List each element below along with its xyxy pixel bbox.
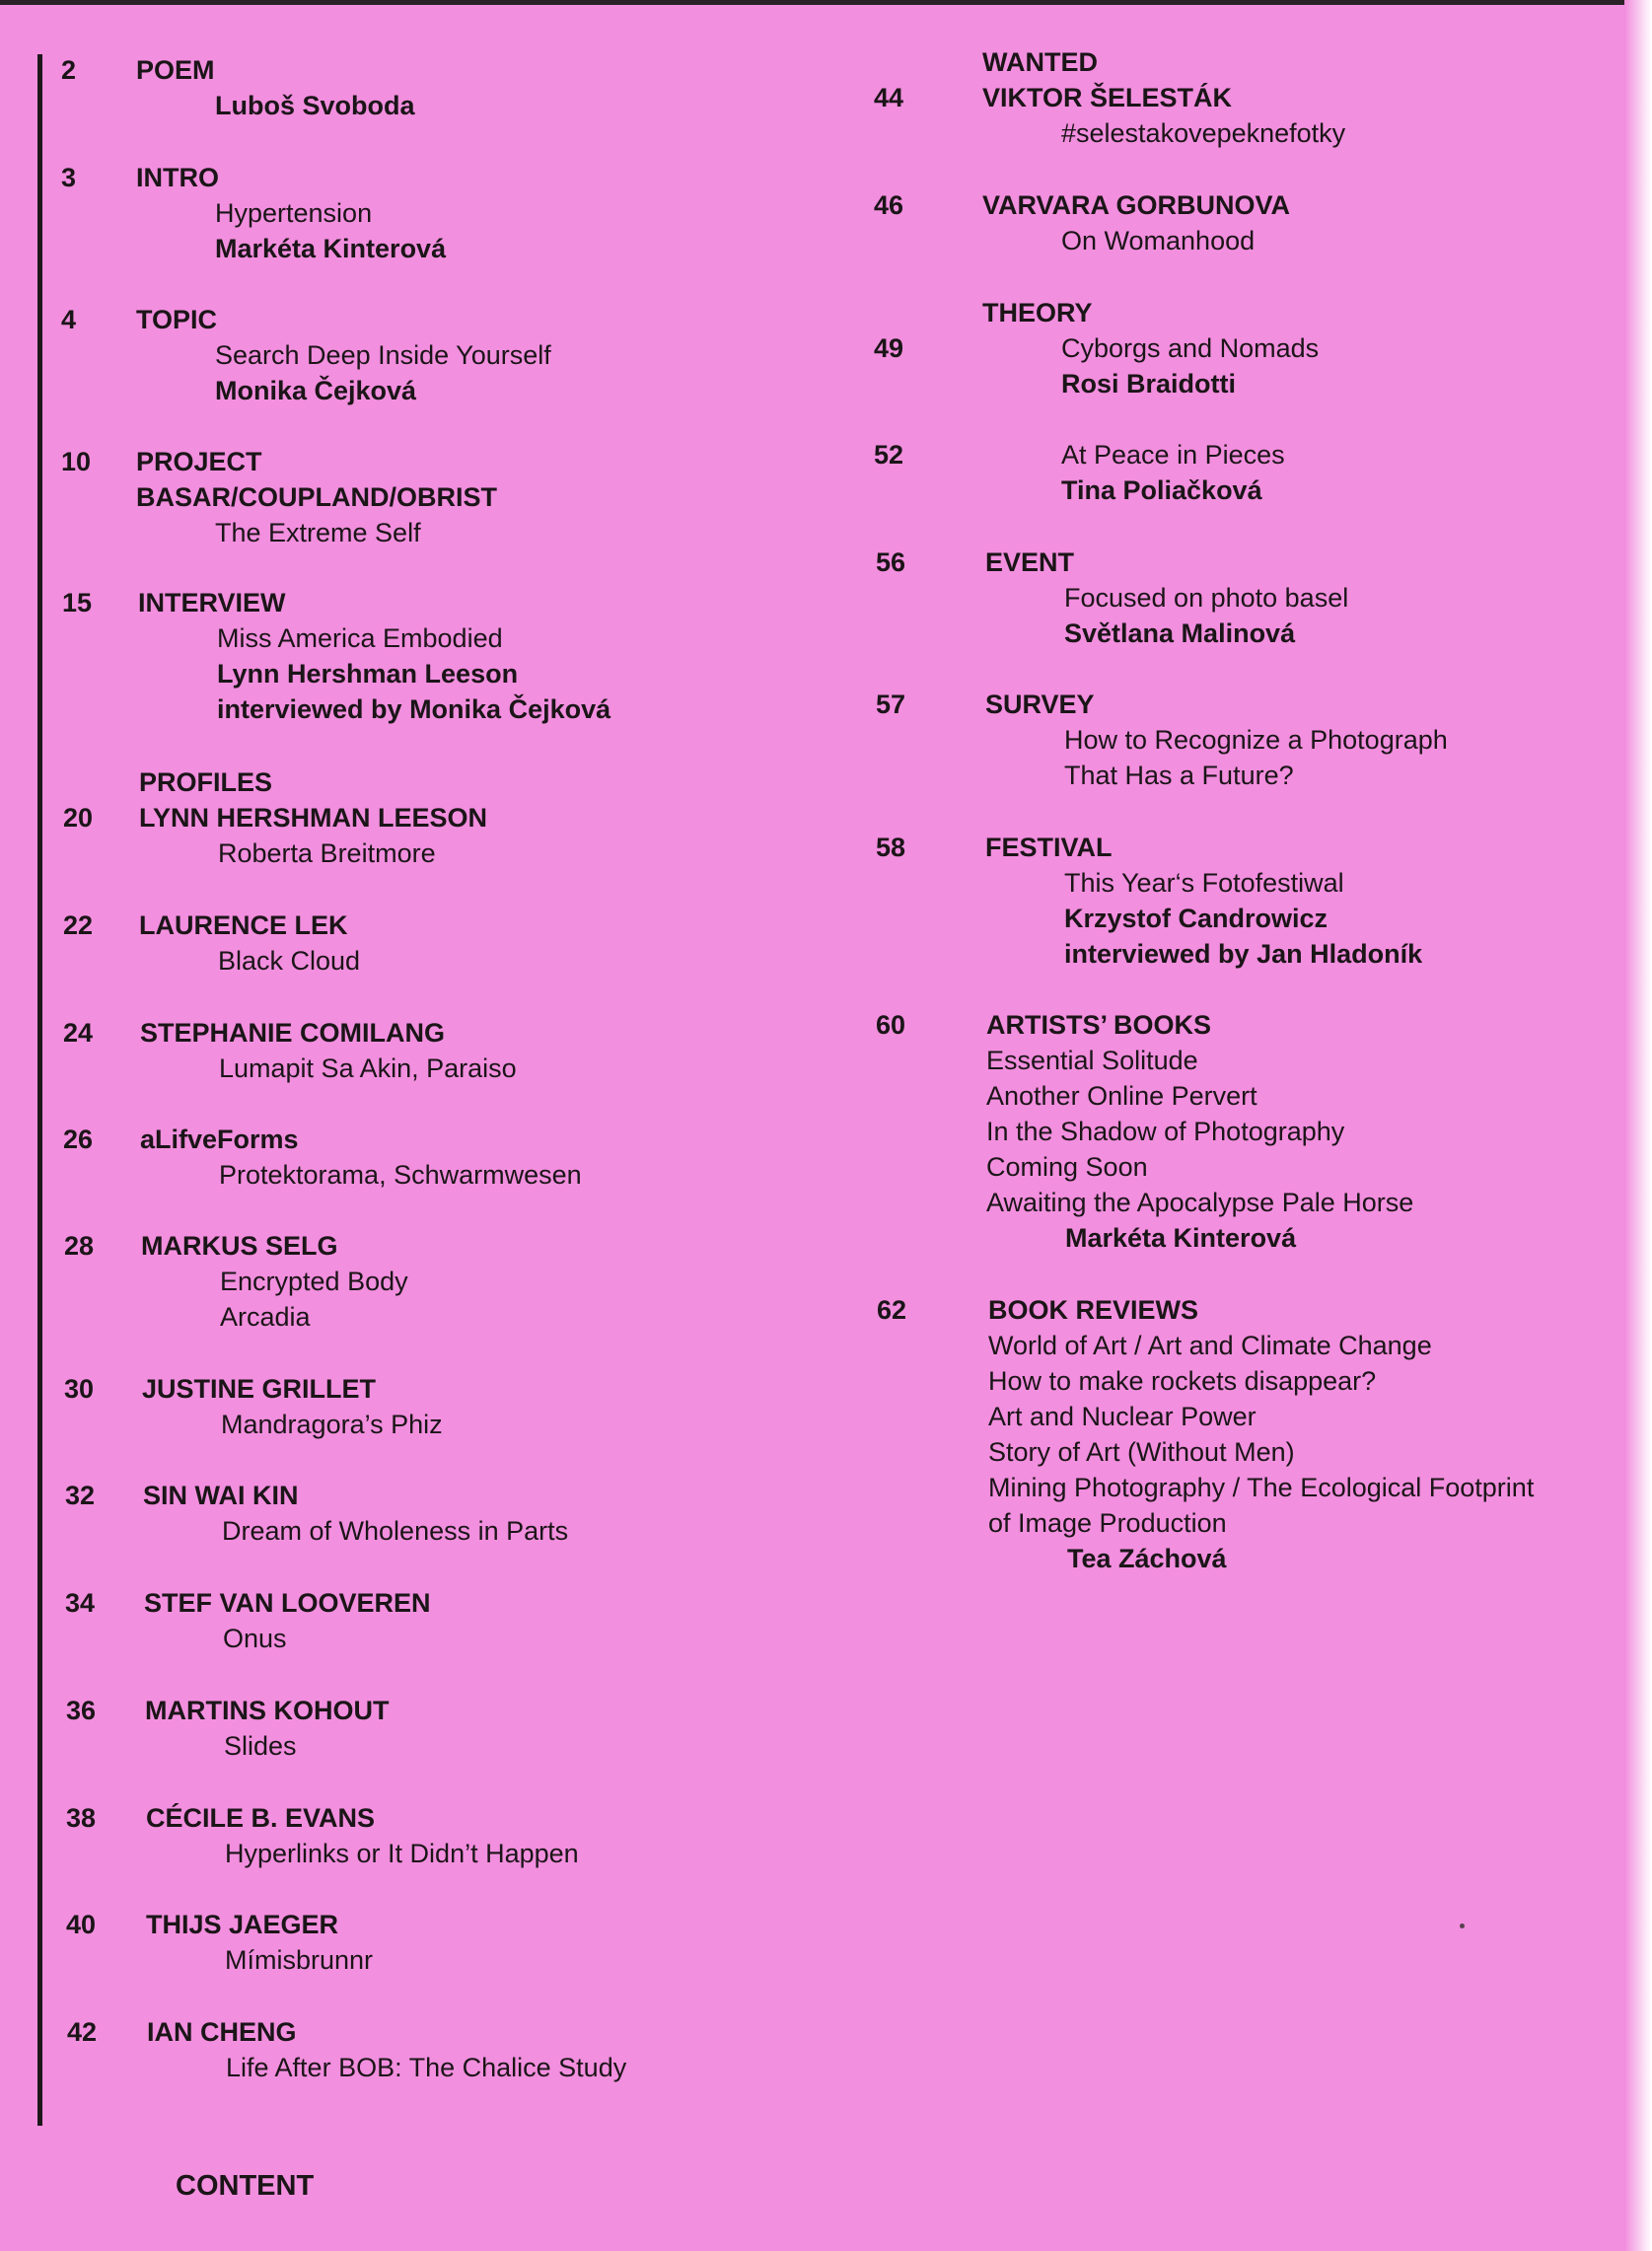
page-number: 34 (65, 1588, 96, 1618)
page-number: 26 (63, 1125, 94, 1154)
entry-author: interviewed by Jan Hladoník (1064, 939, 1423, 969)
entry-author: Luboš Svoboda (215, 91, 415, 120)
page-number: 3 (61, 163, 77, 192)
section-heading: IAN CHENG (147, 2017, 297, 2047)
toc-entry (143, 1478, 568, 1549)
section-heading: aLifveForms (140, 1125, 299, 1154)
entry-line: Essential Solitude (986, 1046, 1198, 1075)
toc-entry (139, 764, 487, 871)
section-heading: POEM (136, 55, 215, 85)
page-edge (1624, 0, 1652, 2251)
entry-line: Story of Art (Without Men) (988, 1437, 1295, 1467)
page-label: CONTENT (176, 2170, 315, 2202)
section-heading: SURVEY (985, 690, 1095, 719)
entry-title: That Has a Future? (1064, 761, 1294, 790)
page-number: 60 (876, 1010, 906, 1040)
toc-entry (985, 687, 1448, 793)
entry-title: Dream of Wholeness in Parts (222, 1516, 569, 1546)
toc-entry (982, 44, 1345, 151)
entry-title: Miss America Embodied (217, 623, 503, 653)
page-number: 49 (874, 333, 904, 363)
entry-author: Tina Poliačková (1061, 475, 1262, 505)
page-number: 2 (61, 55, 77, 85)
toc-entry (144, 1585, 431, 1656)
page-number: 10 (61, 447, 92, 476)
section-heading: BASAR/COUPLAND/OBRIST (136, 482, 498, 512)
entry-line: World of Art / Art and Climate Change (988, 1331, 1432, 1360)
page-number: 4 (61, 305, 77, 334)
entry-author: Markéta Kinterová (1065, 1223, 1297, 1253)
speck (1460, 1924, 1465, 1928)
entry-title: Search Deep Inside Yourself (215, 340, 551, 370)
top-edge (0, 0, 1652, 5)
entry-title: Onus (223, 1624, 287, 1653)
page-number: 24 (63, 1018, 94, 1048)
entry-title: Cyborgs and Nomads (1061, 333, 1320, 363)
page-number: 30 (64, 1374, 95, 1404)
entry-author: Světlana Malinová (1064, 618, 1296, 648)
entry-author: Markéta Kinterová (215, 234, 447, 263)
entry-author: interviewed by Monika Čejková (217, 694, 611, 724)
toc-entry (146, 1907, 373, 1978)
page-number: 44 (874, 83, 904, 112)
section-heading: VIKTOR ŠELESTÁK (982, 83, 1233, 112)
toc-entry (982, 295, 1319, 401)
entry-line: Art and Nuclear Power (988, 1402, 1257, 1431)
section-heading: VARVARA GORBUNOVA (982, 190, 1291, 220)
section-heading: THIJS JAEGER (146, 1910, 339, 1939)
toc-entry (136, 160, 446, 266)
entry-title: Mímisbrunnr (225, 1945, 374, 1975)
entry-title: Focused on photo basel (1064, 583, 1349, 613)
section-heading: INTERVIEW (138, 588, 286, 617)
entry-title: Slides (224, 1731, 297, 1761)
entry-author: Rosi Braidotti (1061, 369, 1237, 399)
entry-title: Hypertension (215, 198, 373, 228)
toc-entry (985, 830, 1422, 972)
page-number: 36 (66, 1696, 97, 1725)
entry-line: Coming Soon (986, 1152, 1148, 1182)
page-number: 58 (876, 833, 906, 862)
page-number: 15 (62, 588, 93, 617)
entry-author: Krzystof Candrowicz (1064, 904, 1329, 933)
page-number: 40 (66, 1910, 97, 1939)
section-heading: BOOK REVIEWS (988, 1295, 1199, 1325)
toc-entry (982, 187, 1290, 258)
entry-author: Lynn Hershman Leeson (217, 659, 519, 689)
section-heading: EVENT (985, 547, 1075, 577)
toc-entry (136, 302, 551, 408)
section-heading: WANTED (982, 47, 1098, 77)
section-heading: FESTIVAL (985, 833, 1113, 862)
page-number: 57 (876, 690, 906, 719)
section-heading: CÉCILE B. EVANS (146, 1803, 376, 1833)
entry-title: #selestakovepeknefotky (1061, 118, 1346, 148)
section-heading: STEPHANIE COMILANG (140, 1018, 446, 1048)
toc-entry (140, 1122, 582, 1193)
section-heading: JUSTINE GRILLET (142, 1374, 377, 1404)
entry-line: In the Shadow of Photography (986, 1117, 1345, 1146)
section-heading: LYNN HERSHMAN LEESON (139, 803, 488, 833)
toc-entry (985, 545, 1348, 651)
entry-title: Black Cloud (218, 946, 361, 976)
section-heading: STEF VAN LOOVEREN (144, 1588, 431, 1618)
entry-line: Another Online Pervert (986, 1081, 1257, 1111)
section-heading: PROJECT (136, 447, 262, 476)
entry-title: Mandragora’s Phiz (221, 1410, 443, 1439)
toc-entry (136, 444, 497, 550)
page-number: 28 (64, 1231, 95, 1261)
page-number: 52 (874, 440, 904, 470)
entry-title: Hyperlinks or It Didn’t Happen (225, 1839, 579, 1868)
entry-title: Life After BOB: The Chalice Study (226, 2053, 627, 2082)
page-number: 62 (877, 1295, 907, 1325)
section-heading: LAURENCE LEK (139, 910, 348, 940)
toc-entry (139, 908, 360, 979)
entry-title: Arcadia (220, 1302, 311, 1332)
toc-entry (988, 1292, 1534, 1576)
page-number: 20 (63, 803, 94, 833)
section-heading: PROFILES (139, 767, 273, 797)
section-heading: MARTINS KOHOUT (145, 1696, 390, 1725)
section-heading: SIN WAI KIN (143, 1481, 299, 1510)
toc-entry (986, 1007, 1413, 1256)
entry-title: On Womanhood (1061, 226, 1256, 255)
entry-line: of Image Production (988, 1508, 1227, 1538)
entry-title: Protektorama, Schwarmwesen (219, 1160, 582, 1190)
section-heading: THEORY (982, 298, 1093, 327)
entry-line: Mining Photography / The Ecological Footprint (988, 1473, 1535, 1502)
page-number: 32 (65, 1481, 96, 1510)
section-heading: INTRO (136, 163, 219, 192)
entry-title: The Extreme Self (215, 518, 421, 547)
page-number: 46 (874, 190, 904, 220)
entry-line: Awaiting the Apocalypse Pale Horse (986, 1188, 1414, 1217)
page-number: 38 (66, 1803, 97, 1833)
toc-entry (146, 1800, 579, 1871)
toc-entry (141, 1228, 408, 1335)
page-number: 42 (67, 2017, 98, 2047)
page-number: 22 (63, 910, 94, 940)
page-number: 56 (876, 547, 906, 577)
entry-title: At Peace in Pieces (1061, 440, 1285, 470)
toc-entry (138, 585, 611, 727)
toc-entry (147, 2014, 626, 2085)
section-heading: MARKUS SELG (141, 1231, 338, 1261)
toc-entry (982, 437, 1285, 508)
entry-title: Lumapit Sa Akin, Paraiso (219, 1053, 517, 1083)
entry-title: How to Recognize a Photograph (1064, 725, 1448, 755)
toc-entry (142, 1371, 443, 1442)
section-heading: TOPIC (136, 305, 218, 334)
toc-entry (145, 1693, 389, 1764)
entry-author: Monika Čejková (215, 376, 417, 405)
entry-title: Roberta Breitmore (218, 838, 436, 868)
toc-entry (140, 1015, 517, 1086)
toc-entry (136, 52, 415, 123)
entry-line: How to make rockets disappear? (988, 1366, 1377, 1396)
section-heading: ARTISTS’ BOOKS (986, 1010, 1212, 1040)
entry-title: This Year‘s Fotofestiwal (1064, 868, 1344, 898)
spine-rule (37, 54, 42, 2126)
entry-author: Tea Záchová (1067, 1544, 1227, 1573)
entry-title: Encrypted Body (220, 1267, 408, 1296)
